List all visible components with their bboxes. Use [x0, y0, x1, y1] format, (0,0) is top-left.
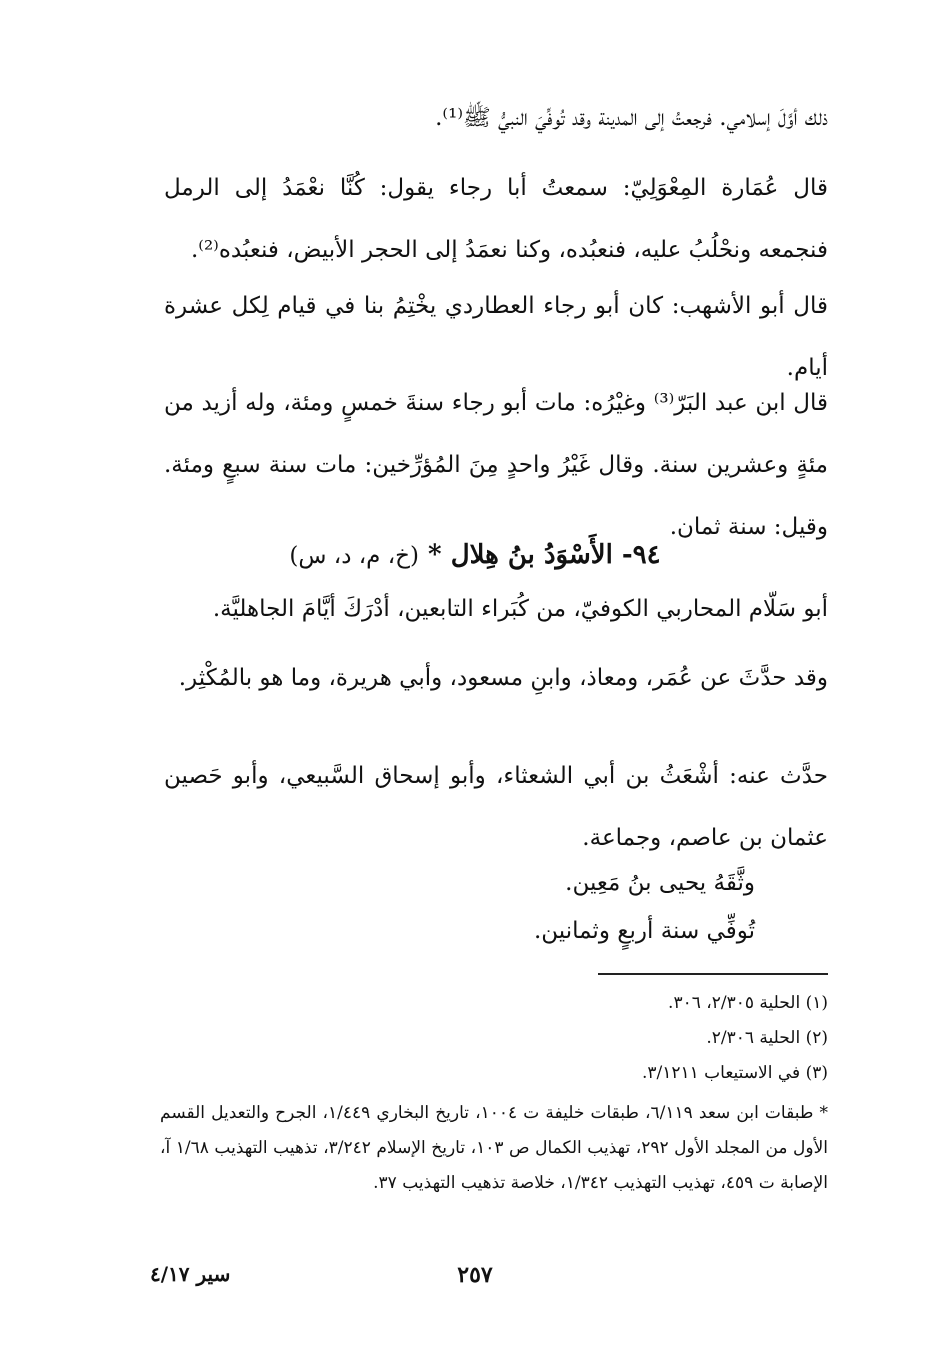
footnote-2: (٢) الحلية ٢/٣٠٦. — [706, 1028, 828, 1048]
paragraph-narrated-from: وقد حدَّثَ عن عُمَر، ومعاذ، وابنِ مسعود، وأبي هريرة، وما هو بالمُكْثِر. — [178, 665, 828, 691]
signature-mark: سير ٤/١٧ — [150, 1262, 231, 1286]
opening-line: ذلك أوَّلَ إسلامي. فرجعتُ إلى المدينة وقد تُوفِّيَ النبيُّ ﷺ⁽¹⁾. — [435, 105, 828, 131]
page-number: ٢٥٧ — [457, 1262, 493, 1288]
paragraph-kunya: أبو سَلّام المحاربي الكوفيّ، من كُبَراء التابعين، أدْرَكَ أيَّامَ الجاهليَّة. — [212, 596, 828, 622]
biography-heading — [0, 540, 950, 570]
paragraph-ibn-abd-albarr: قال ابن عبد البَرّ⁽³⁾ وغيْرُه: مات أبو رجاء سنةَ خمسٍ ومئة، وله أزيد من مئةٍ وعشرين سنة. وقال غَيْرُ واحدٍ مِنَ المُؤرِّخين: مات سنة سبعٍ ومئة. وقيل: سنة ثمان. — [164, 390, 828, 540]
line-authentication: وثَّقَهُ يحيى بنُ مَعِين. — [565, 870, 755, 896]
paragraph-amara: قال عُمَارة المِعْوَلِيّ: سمعتُ أبا رجاء يقول: كُنَّا نعْمَدُ إلى الرمل فنجمعه ونحْلُبُ عليه، فنعبُده، وكنا نعمَدُ إلى الحجر الأبيض، فنعبُده⁽²⁾. — [164, 175, 828, 263]
paragraph-abu-ashhab: قال أبو الأشهب: كان أبو رجاء العطاردي يخْتِمُ بنا في قيام لِكل عشرة أيام. — [164, 293, 828, 381]
line-death-year: تُوفِّي سنة أربعٍ وثمانين. — [533, 918, 755, 944]
footnote-3: (٣) في الاستيعاب ٣/١٢١١. — [641, 1063, 828, 1083]
heading-sigla: (خ، م، د، س) — [289, 543, 419, 569]
heading-title: ٩٤- الأَسْوَدُ بنُ هِلال * — [428, 540, 661, 570]
sources-footnote: * طبقات ابن سعد ٦/١١٩، طبقات خليفة ت ١٠٠٤، تاريخ البخاري ١/٤٤٩، الجرح والتعديل القسم الأول من المجلد الأول ٢٩٢، تهذيب الكمال ص ١٠٣، تاريخ الإسلام ٣/٢٤٢، تذهيب التهذيب ١/٦٨ آ، الإصابة ت ٤٥٩، تهذيب التهذيب ١/٣٤٢، خلاصة تذهيب التهذيب ٣٧. — [160, 1103, 829, 1193]
footnote-separator — [598, 973, 828, 975]
footnote-1: (١) الحلية ٢/٣٠٥، ٣٠٦. — [668, 993, 828, 1013]
paragraph-narrators: حدَّث عنه: أشْعَثُ بن أبي الشعثاء، وأبو إسحاق السَّبيعي، وأبو حَصين عثمان بن عاصم، وجماعة. — [164, 763, 828, 851]
